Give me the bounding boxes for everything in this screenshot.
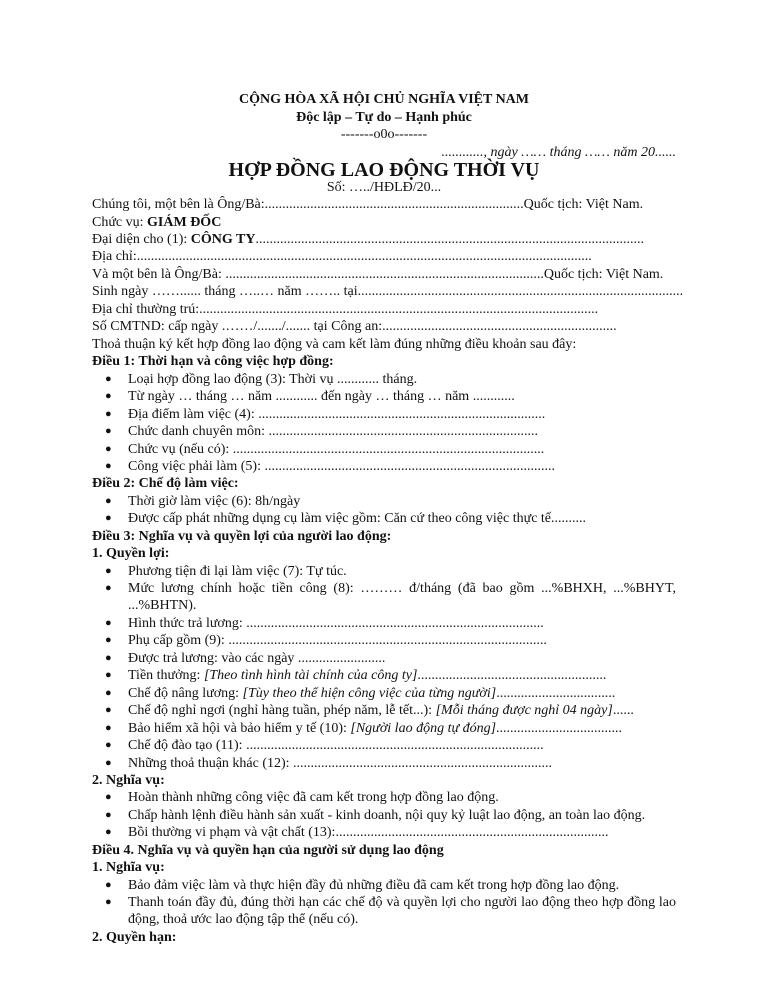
article1-heading: Điều 1: Thời hạn và công việc hợp đồng: [92,354,334,369]
representative-line [92,231,644,248]
header-divider: -------o0o------- [340,127,428,142]
allowance-item: Phụ cấp gồm (9): ........................................................................................... [128,633,547,648]
residence-line: Địa chỉ thường trú:.................................................................................................................. [92,302,599,317]
bullet-icon: ● [105,443,112,455]
bonus-label: Tiền thưởng: [128,668,204,683]
insurance-item [128,720,622,737]
bullet-icon: ● [105,669,112,681]
nation-header: CỘNG HÒA XÃ HỘI CHỦ NGHĨA VIỆT NAM [238,92,529,107]
employer-position [92,214,221,231]
salary-item-cont: ...%BHTN). [128,598,197,613]
employer-duties-heading: 1. Nghĩa vụ: [92,860,165,875]
list-item: Chấp hành lệnh điều hành sản xuất - kinh doanh, nội quy kỷ luật lao động, an toàn lao động. [128,808,646,823]
bullet-icon: ● [105,687,112,699]
salary-item: Mức lương chính hoặc tiền công (8): ……… đ/tháng (đã bao gồm ...%BHXH, ...%BHYT, [128,581,676,596]
bullet-icon: ● [105,425,112,437]
list-item: Bảo đảm việc làm và thực hiện đầy đủ những điều đã cam kết trong hợp đồng lao động. [128,878,620,893]
bonus-dots: ...................................................... [417,668,607,683]
training-item: Chế độ đào tạo (11): ..................................................................................... [128,738,544,753]
bullet-icon: ● [105,565,112,577]
bullet-icon: ● [105,757,112,769]
bullet-icon: ● [105,739,112,751]
article3-heading: Điều 3: Nghĩa vụ và quyền lợi của người lao động: [92,529,392,544]
duties-heading: 2. Nghĩa vụ: [92,773,165,788]
pay-form-item: Hình thức trả lương: ..................................................................................... [128,616,544,631]
bullet-icon: ● [105,652,112,664]
bonus-value: [Theo tình hình tài chính của công ty] [203,668,418,683]
bullet-icon: ● [105,373,112,385]
insurance-value: [Người lao động tự đóng] [350,721,497,736]
list-item: Được cấp phát những dụng cụ làm việc gồm: Căn cứ theo công việc thực tế.......... [128,511,587,526]
other-agreements-item: Những thoả thuận khác (12): .......................................................................... [128,756,553,771]
transport-item: Phương tiện đi lại làm việc (7): Tự túc. [128,564,347,579]
leave-item [128,702,634,719]
bullet-icon: ● [105,582,112,594]
document-title: HỢP ĐỒNG LAO ĐỘNG THỜI VỤ [228,159,540,181]
employer-line: Chúng tôi, một bên là Ông/Bà:..........................................................................Quốc tịch: Việt Nam. [92,197,644,212]
rep-value: CÔNG TY [190,232,256,247]
insurance-dots: .................................... [496,721,623,736]
list-item: Loại hợp đồng lao động (3): Thời vụ ............ tháng. [128,372,418,387]
employee-line: Và một bên là Ông/Bà: ...........................................................................................Quốc tịch: Việt Nam. [92,267,664,282]
rep-label: Đại diện cho (1): [92,232,191,247]
pay-day-item: Được trả lương: vào các ngày ......................... [128,651,386,666]
bullet-icon: ● [105,634,112,646]
list-item: Chức vụ (nếu có): ......................................................................................... [128,442,545,457]
leave-value: [Mỗi tháng được nghỉ 04 ngày] [435,703,613,718]
rights-heading: 1. Quyền lợi: [92,546,170,561]
list-item: Địa điểm làm việc (4): .................................................................................. [128,407,546,422]
bonus-item [128,667,606,684]
position-value: GIÁM ĐỐC [147,215,222,230]
bullet-icon: ● [105,460,112,472]
birth-line: Sinh ngày ……...... tháng …..… năm …….. tại............................................................................................. [92,284,684,299]
list-item-cont: động, thoả ước lao động tập thể (nếu có). [128,912,359,927]
bullet-icon: ● [105,617,112,629]
bullet-icon: ● [105,791,112,803]
bullet-icon: ● [105,704,112,716]
contract-number: Số: …../HĐLĐ/20... [326,180,442,195]
list-item: Công việc phải làm (5): ................................................................................... [128,459,555,474]
list-item: Bồi thường vi phạm và vật chất (13):.............................................................................. [128,825,609,840]
article4-heading: Điều 4. Nghĩa vụ và quyền hạn của người sử dụng lao động [92,843,444,858]
rep-dots: ............................................................................................................... [255,232,644,247]
bullet-icon: ● [105,408,112,420]
bullet-icon: ● [105,512,112,524]
leave-label: Chế độ nghỉ ngơi (nghỉ hàng tuần, phép năm, lễ tết...): [128,703,436,718]
article2-heading: Điều 2: Chế độ làm việc: [92,476,239,491]
powers-heading: 2. Quyền hạn: [92,930,177,945]
agreement-line: Thoả thuận ký kết hợp đồng lao động và cam kết làm đúng những điều khoản sau đây: [92,337,577,352]
list-item: Thanh toán đầy đủ, đúng thời hạn các chế độ và quyền lợi cho người lao động theo hợp đồng lao [128,895,676,910]
bullet-icon: ● [105,722,112,734]
motto: Độc lập – Tự do – Hạnh phúc [296,110,472,125]
raise-item [128,685,615,702]
position-label: Chức vụ: [92,215,148,230]
bullet-icon: ● [105,826,112,838]
raise-value: [Tùy theo thể hiện công việc của từng người] [242,686,497,701]
bullet-icon: ● [105,495,112,507]
bullet-icon: ● [105,390,112,402]
raise-label: Chế độ nâng lương: [128,686,243,701]
bullet-icon: ● [105,809,112,821]
leave-dots: ...... [612,703,634,718]
insurance-label: Bảo hiểm xã hội và bảo hiểm y tế (10): [128,721,351,736]
date-line: ............, ngày …… tháng …… năm 20...... [441,145,676,160]
list-item: Chức danh chuyên môn: ............................................................................. [128,424,539,439]
bullet-icon: ● [105,896,112,908]
raise-dots: .................................. [496,686,616,701]
address-line: Địa chỉ:.................................................................................................................................. [92,249,592,264]
list-item: Thời giờ làm việc (6): 8h/ngày [128,494,301,509]
id-card-line: Số CMTND: cấp ngày .……/......./....... tại Công an:................................................................... [92,319,617,334]
list-item: Từ ngày … tháng … năm ............ đến ngày … tháng … năm ............ [128,389,515,404]
list-item: Hoàn thành những công việc đã cam kết trong hợp đồng lao động. [128,790,499,805]
bullet-icon: ● [105,879,112,891]
